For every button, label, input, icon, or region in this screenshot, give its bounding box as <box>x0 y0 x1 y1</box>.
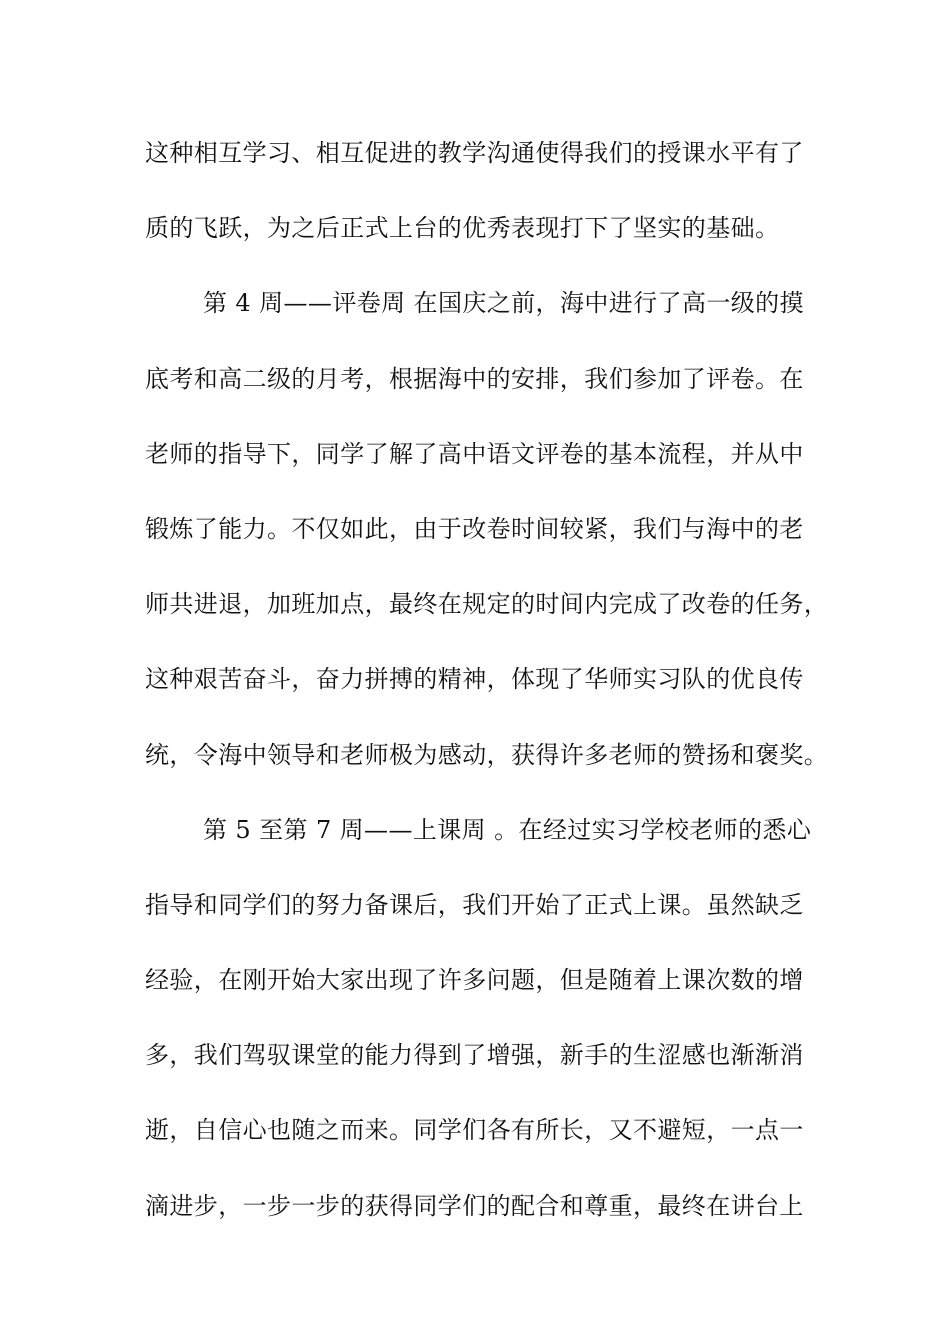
text-line: 第 4 周——评卷周 在国庆之前，海中进行了高一级的摸 <box>203 289 804 318</box>
text-line: 滴进步，一步一步的获得同学们的配合和尊重，最终在讲台上 <box>145 1191 804 1220</box>
text-line: 统，令海中领导和老师极为感动，获得许多老师的赞扬和褒奖。 <box>145 740 829 769</box>
text-line: 指导和同学们的努力备课后，我们开始了正式上课。虽然缺乏 <box>145 890 804 919</box>
text-line: 质的飞跃，为之后正式上台的优秀表现打下了坚实的基础。 <box>145 214 780 243</box>
text-line: 锻炼了能力。不仅如此，由于改卷时间较紧，我们与海中的老 <box>145 514 804 543</box>
text-line: 经验，在刚开始大家出现了许多问题，但是随着上课次数的增 <box>145 966 804 995</box>
text-line: 逝，自信心也随之而来。同学们各有所长，又不避短，一点一 <box>145 1116 804 1145</box>
text-line: 师共进退，加班加点，最终在规定的时间内完成了改卷的任务， <box>145 590 829 619</box>
text-line: 这种艰苦奋斗，奋力拼搏的精神，体现了华师实习队的优良传 <box>145 665 804 694</box>
text-line: 多，我们驾驭课堂的能力得到了增强，新手的生涩感也渐渐消 <box>145 1041 804 1070</box>
text-line: 这种相互学习、相互促进的教学沟通使得我们的授课水平有了 <box>145 139 804 167</box>
text-line: 第 5 至第 7 周——上课周 。在经过实习学校老师的悉心 <box>203 815 812 844</box>
text-line: 底考和高二级的月考，根据海中的安排，我们参加了评卷。在 <box>145 364 804 393</box>
text-line: 老师的指导下，同学了解了高中语文评卷的基本流程，并从中 <box>145 439 804 468</box>
body-text <box>145 128 829 1256</box>
